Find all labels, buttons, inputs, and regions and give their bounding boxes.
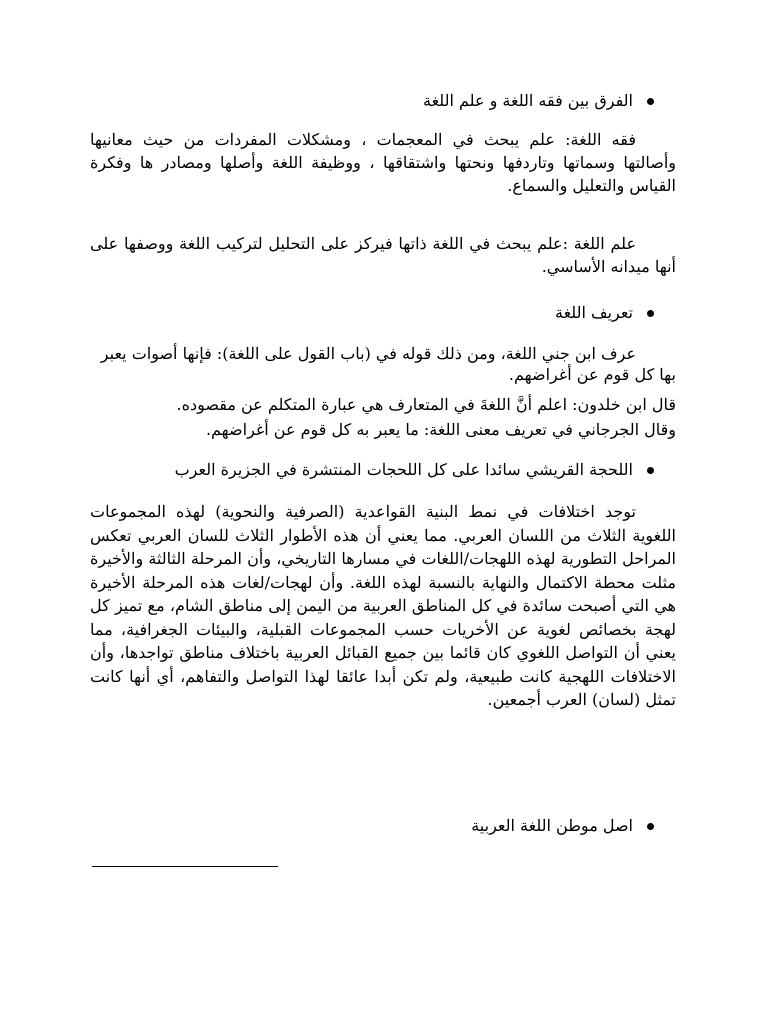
heading-text: الفرق بين فقه اللغة و علم اللغة — [423, 91, 633, 110]
paragraph-ilm-al-lugha: علم اللغة :علم يبحث في اللغة ذاتها فيركز على التحليل لتركيب اللغة ووصفها على أنها ميدانه الأساسي. — [90, 234, 676, 276]
bullet-icon — [647, 98, 654, 105]
bullet-icon — [647, 467, 654, 474]
bullet-heading-qurayshi — [175, 459, 654, 481]
heading-text: اصل موطن اللغة العربية — [471, 816, 633, 835]
bullet-heading-definition — [555, 302, 654, 324]
paragraph-jurjani: وقال الجرجاني في تعريف معنى اللغة: ما يعبر به كل قوم عن أغراضهم. — [205, 420, 676, 439]
heading-text: اللحجة القريشي سائدا على كل اللحجات المنتشرة في الجزيرة العرب — [174, 460, 633, 479]
paragraph-ibn-jinni: عرف ابن جني اللغة، ومن ذلك قوله في (باب القول على اللغة): فإنها أصوات يعبر بها كل قوم عن أغراضهم. — [100, 344, 676, 384]
bullet-icon — [647, 310, 654, 317]
paragraph-fiqh-al-lugha: فقه اللغة: علم يبحث في المعجمات ، ومشكلات المفردات من حيث معانيها وأصالتها وسماتها وتاردفها ونحتها واشتقاقها ، ووظيفة اللغة وأصلها ومصادر ها وفكرة القياس والتعليل والسماع. — [90, 130, 676, 195]
footnote-separator — [92, 866, 278, 867]
paragraph-dialects: توجد اختلافات في نمط البنية القواعدية (الصرفية والنحوية) لهذه المجموعات اللغوية الثلاث من اللسان العربي. مما يعني أن هذه الأطوار الثلاث للسان العربي تعكس المراحل التطورية لهذه اللهجات/اللغات في مسارها التاريخي، وأن المرحلة الثالثة والأخيرة مثلت محطة الاكتمال والنهاية بالنسبة لهذه اللغة. وأن لهجات/لغات هذه المرحلة الأخيرة هي التي أصبحت سائدة في كل المناطق العربية من اليمن إلى مناطق الشام، مع تميز كل لهجة بخصائص لغوية عن الأخريات حسب المجموعات القبلية، والبيئات الجغرافية، مما يعني أن التواصل اللغوي كان قائما بين جميع القبائل العربية باختلاف مناطق تواجدها، وأن الاختلافات اللهجية كانت طبيعية، ولم تكن أبدا عائقا لهذا التواصل والتفاهم، أي أنها كانت تمثل (لسان) العرب أجمعين. — [90, 502, 677, 709]
bullet-icon — [647, 823, 654, 830]
paragraph-ibn-khaldun: قال ابن خلدون: اعلم أنَّ اللغةَ في المتعارف هي عبارة المتكلم عن مقصوده. — [176, 395, 676, 414]
heading-text: تعريف اللغة — [554, 303, 633, 322]
bullet-heading-origin — [471, 815, 654, 837]
bullet-heading-difference — [423, 90, 654, 112]
